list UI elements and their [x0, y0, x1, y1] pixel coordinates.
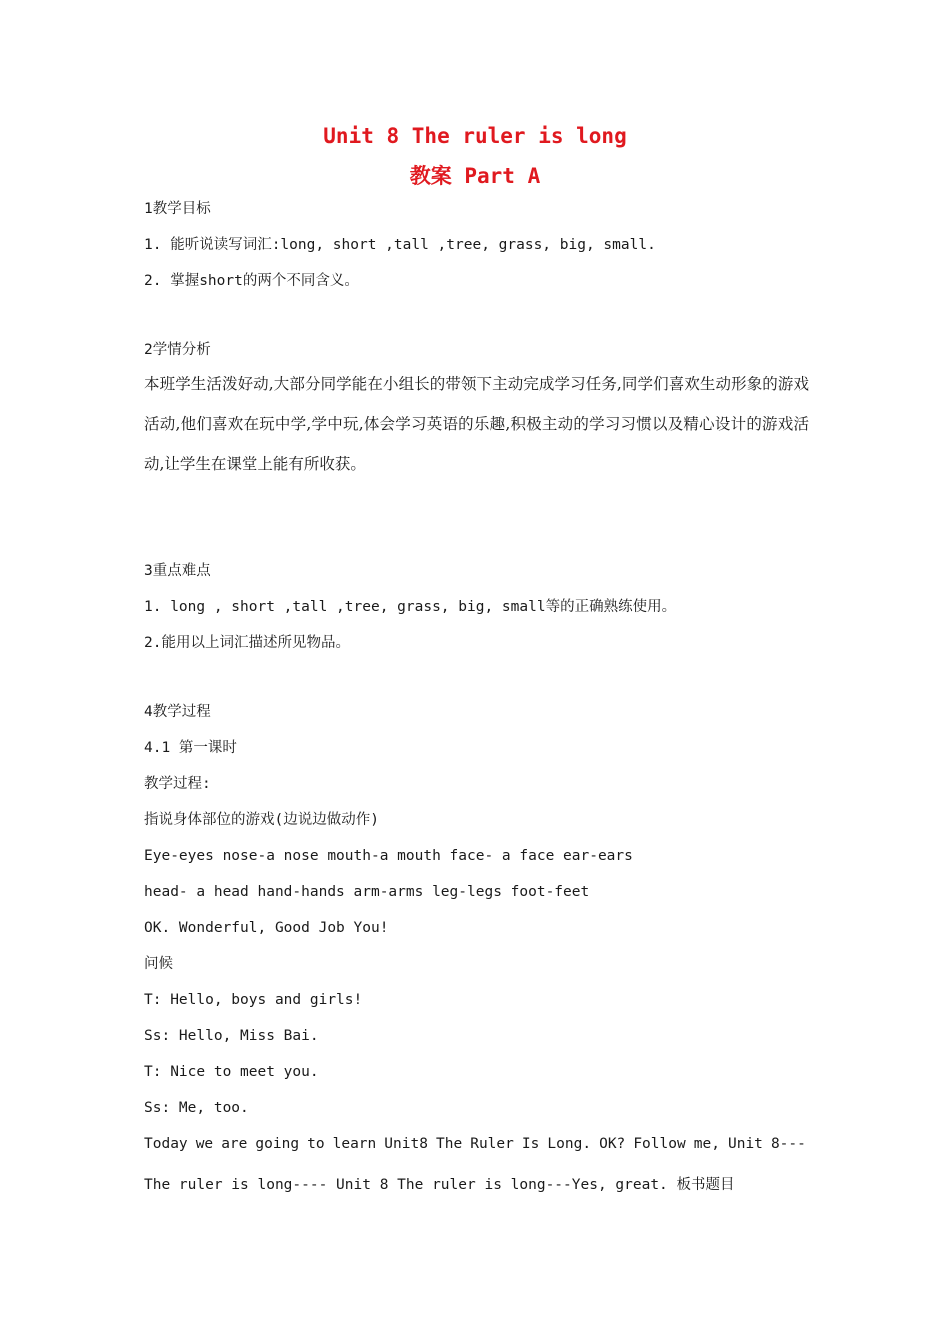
section-3-item-2: 2.能用以上词汇描述所见物品。 [144, 635, 350, 651]
title-line-2: 教案 Part A [409, 164, 541, 188]
process-label: 教学过程: [144, 776, 211, 792]
section-4-subheading: 4.1 第一课时 [144, 740, 237, 756]
body-parts-line-1: Eye-eyes nose-a nose mouth-a mouth face- a face ear-ears [144, 848, 633, 864]
closing-word: learn [332, 1136, 377, 1152]
closing-word: Is [521, 1136, 540, 1152]
closing-word: The [435, 1136, 463, 1152]
section-3-item-1: 1. long , short ,tall ,tree, grass, big, small等的正确熟练使用。 [144, 599, 677, 615]
section-2-body: 本班学生活泼好动,大部分同学能在小组长的带领下主动完成学习任务,同学们喜欢生动形象的游戏活动,他们喜欢在玩中学,学中玩,体会学习英语的乐趣,积极主动的学习习惯以及精心设计的游戏活动,让学生在课堂上能有所收获。 [144, 375, 809, 473]
section-1-item-1: 1. 能听说读写词汇:long, short ,tall ,tree, grass, big, small. [144, 237, 656, 253]
closing-word: Unit [727, 1136, 763, 1152]
closing-line-1 [144, 1134, 806, 1154]
closing-word: Follow [633, 1136, 686, 1152]
closing-word: Today [144, 1136, 188, 1152]
dialog-line-3: T: Nice to meet you. [144, 1064, 319, 1080]
section-4-heading: 4教学过程 [144, 704, 211, 720]
closing-word: me, [693, 1136, 720, 1152]
closing-word: Ruler [470, 1136, 514, 1152]
closing-word: OK? [599, 1136, 626, 1152]
closing-word: Long. [547, 1136, 592, 1152]
closing-word: are [221, 1136, 248, 1152]
closing-word: we [195, 1136, 214, 1152]
title-line-1: Unit 8 The ruler is long [323, 124, 627, 148]
section-3-heading: 3重点难点 [144, 563, 211, 579]
section-1-item-2: 2. 掌握short的两个不同含义。 [144, 273, 359, 289]
closing-line-2: The ruler is long---- Unit 8 The ruler is long---Yes, great. 板书题目 [144, 1177, 735, 1193]
dialog-line-4: Ss: Me, too. [144, 1100, 249, 1116]
section-2-heading: 2学情分析 [144, 342, 211, 358]
game-label: 指说身体部位的游戏(边说边做动作) [144, 812, 379, 828]
dialog-line-1: T: Hello, boys and girls! [144, 992, 363, 1008]
dialog-line-2: Ss: Hello, Miss Bai. [144, 1028, 319, 1044]
greeting-label: 问候 [144, 956, 173, 972]
closing-word: to [307, 1136, 325, 1152]
closing-word: going [255, 1136, 300, 1152]
closing-word: Unit8 [384, 1136, 428, 1152]
closing-word: 8--- [770, 1136, 806, 1152]
praise-line: OK. Wonderful, Good Job You! [144, 920, 389, 936]
section-1-heading: 1教学目标 [144, 201, 211, 217]
body-parts-line-2: head- a head hand-hands arm-arms leg-legs foot-feet [144, 884, 590, 900]
